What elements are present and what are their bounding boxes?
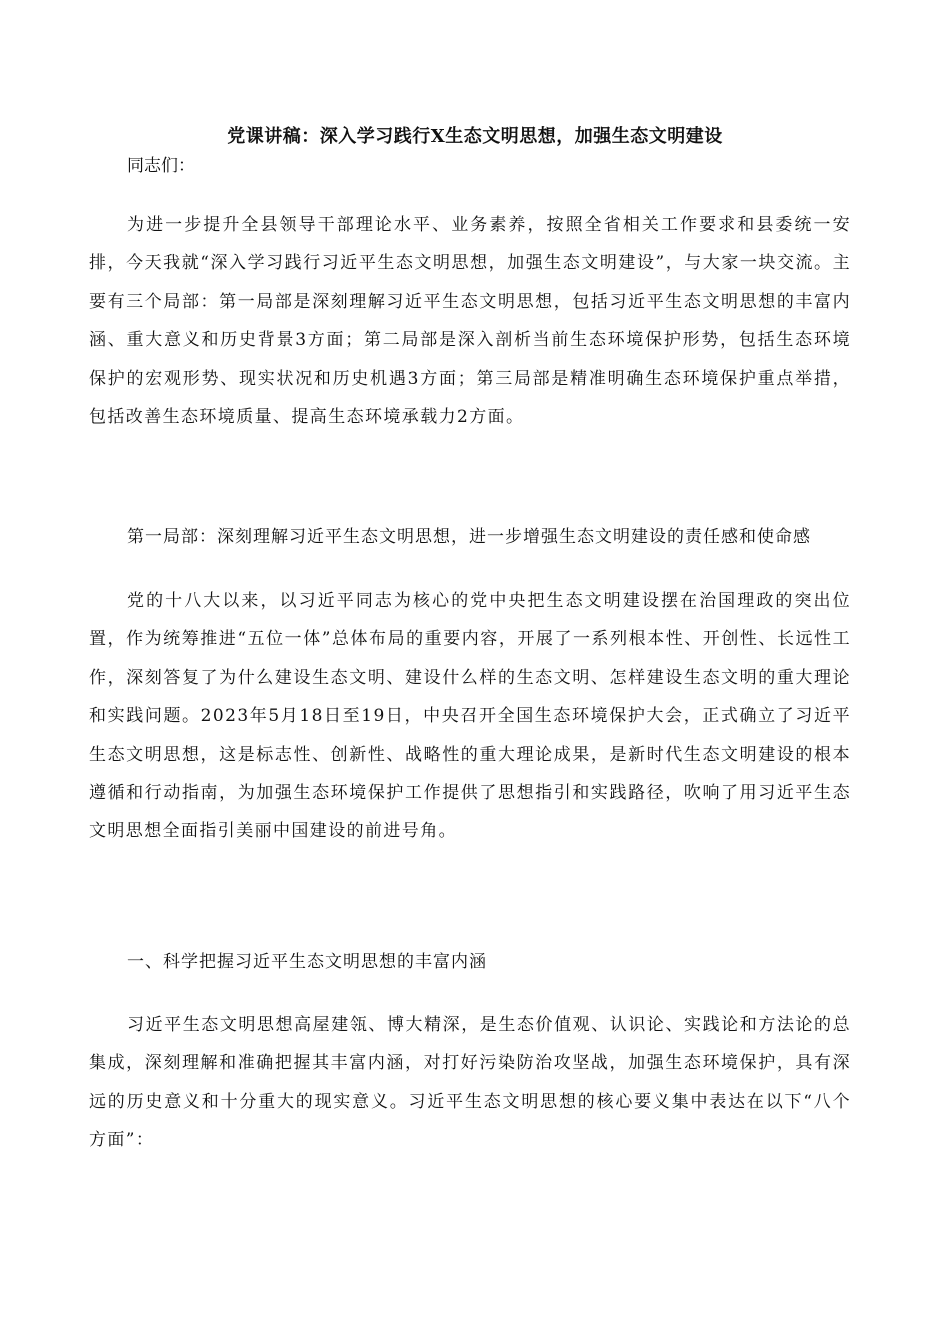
- section-1-heading: 第一局部：深刻理解习近平生态文明思想，进一步增强生态文明建设的责任感和使命感: [127, 527, 811, 547]
- greeting: 同志们：: [127, 156, 195, 176]
- subsection-1-paragraph: 习近平生态文明思想高屋建瓴、博大精深，是生态价值观、认识论、实践论和方法论的总集成，深刻理解和准确把握其丰富内涵，对打好污染防治攻坚战，加强生态环境保护，具有深远的历史意义和十分重大的现实意义。习近平生态文明思想的核心要义集中表达在以下“八个方面”：: [89, 1015, 851, 1151]
- intro-paragraph: 为进一步提升全县领导干部理论水平、业务素养，按照全省相关工作要求和县委统一安排，今天我就“深入学习践行习近平生态文明思想，加强生态文明建设”，与大家一块交流。主要有三个局部：第一局部是深刻理解习近平生态文明思想，包括习近平生态文明思想的丰富内涵、重大意义和历史背景3方面；第二局部是深入剖析当前生态环境保护形势，包括生态环境保护的宏观形势、现实状况和历史机遇3方面；第三局部是精准明确生态环境保护重点举措，包括改善生态环境质量、提高生态环境承载力2方面。: [89, 215, 851, 428]
- section-1-paragraph: 党的十八大以来，以习近平同志为核心的党中央把生态文明建设摆在治国理政的突出位置，作为统筹推进“五位一体”总体布局的重要内容，开展了一系列根本性、开创性、长远性工作，深刻答复了为什么建设生态文明、建设什么样的生态文明、怎样建设生态文明的重大理论和实践问题。2023年5月18日至19日，中央召开全国生态环境保护大会，正式确立了习近平生态文明思想，这是标志性、创新性、战略性的重大理论成果，是新时代生态文明建设的根本遵循和行动指南，为加强生态环境保护工作提供了思想指引和实践路径，吹响了用习近平生态文明思想全面指引美丽中国建设的前进号角。: [89, 591, 851, 842]
- document-title: 党课讲稿：深入学习践行X生态文明思想，加强生态文明建设: [227, 126, 723, 147]
- subsection-1-heading: 一、科学把握习近平生态文明思想的丰富内涵: [127, 952, 487, 972]
